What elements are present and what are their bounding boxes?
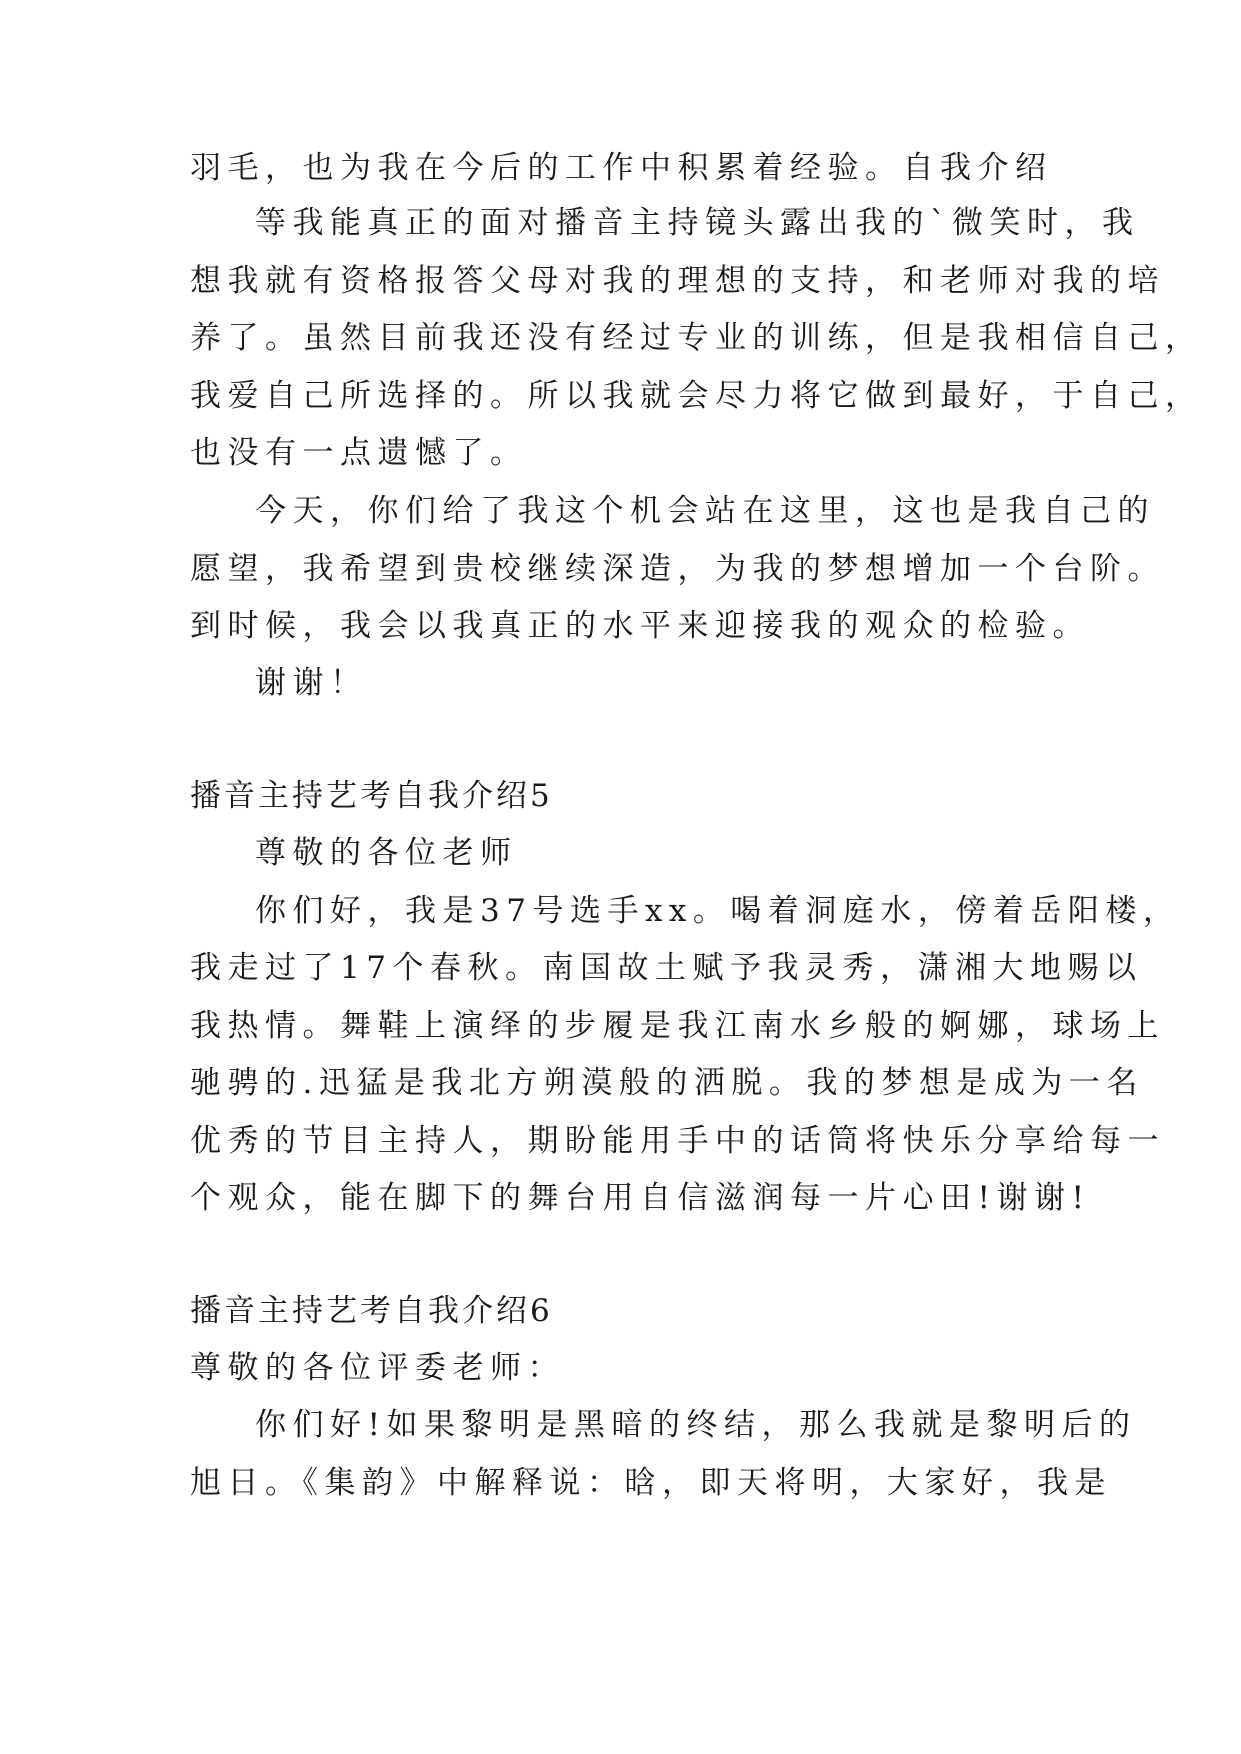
paragraph-line: 想我就有资格报答父母对我的理想的支持，和老师对我的培 — [190, 263, 1165, 299]
paragraph-line: 也没有一点遗憾了。 — [190, 435, 528, 471]
paragraph-line: 等我能真正的面对播音主持镜头露出我的`微笑时，我 — [255, 205, 1140, 241]
section-heading: 播音主持艺考自我介绍6 — [190, 1293, 553, 1329]
section-heading: 播音主持艺考自我介绍5 — [190, 778, 553, 814]
paragraph-line: 愿望，我希望到贵校继续深造，为我的梦想增加一个台阶。 — [190, 551, 1165, 587]
paragraph-line: 个观众，能在脚下的舞台用自信滋润每一片心田!谢谢! — [190, 1180, 1091, 1216]
paragraph-line: 今天，你们给了我这个机会站在这里，这也是我自己的 — [255, 493, 1155, 529]
paragraph-line: 到时候，我会以我真正的水平来迎接我的观众的检验。 — [190, 608, 1090, 644]
paragraph-line: 驰骋的.迅猛是我北方朔漠般的洒脱。我的梦想是成为一名 — [190, 1065, 1144, 1101]
paragraph-line: 优秀的节目主持人，期盼能用手中的话筒将快乐分享给每一 — [190, 1123, 1165, 1159]
paragraph-line: 我走过了17个春秋。南国故土赋予我灵秀，潇湘大地赐以 — [190, 950, 1143, 986]
salutation: 尊敬的各位评委老师： — [190, 1350, 565, 1386]
paragraph-line: 旭日。《集韵》中解释说：晗，即天将明，大家好，我是 — [190, 1465, 1112, 1501]
paragraph-line: 养了。虽然目前我还没有经过专业的训练，但是我相信自己， — [190, 320, 1203, 356]
paragraph-line: 你们好!如果黎明是黑暗的终结，那么我就是黎明后的 — [255, 1407, 1137, 1443]
paragraph-line: 我爱自己所选择的。所以我就会尽力将它做到最好，于自己， — [190, 378, 1203, 414]
paragraph-line: 谢谢！ — [255, 665, 368, 701]
paragraph-line: 你们好，我是37号选手xx。喝着洞庭水，傍着岳阳楼， — [255, 893, 1181, 929]
paragraph-line: 我热情。舞鞋上演绎的步履是我江南水乡般的婀娜，球场上 — [190, 1008, 1165, 1044]
salutation: 尊敬的各位老师 — [255, 835, 518, 871]
paragraph-line: 羽毛，也为我在今后的工作中积累着经验。自我介绍 — [190, 150, 1053, 186]
